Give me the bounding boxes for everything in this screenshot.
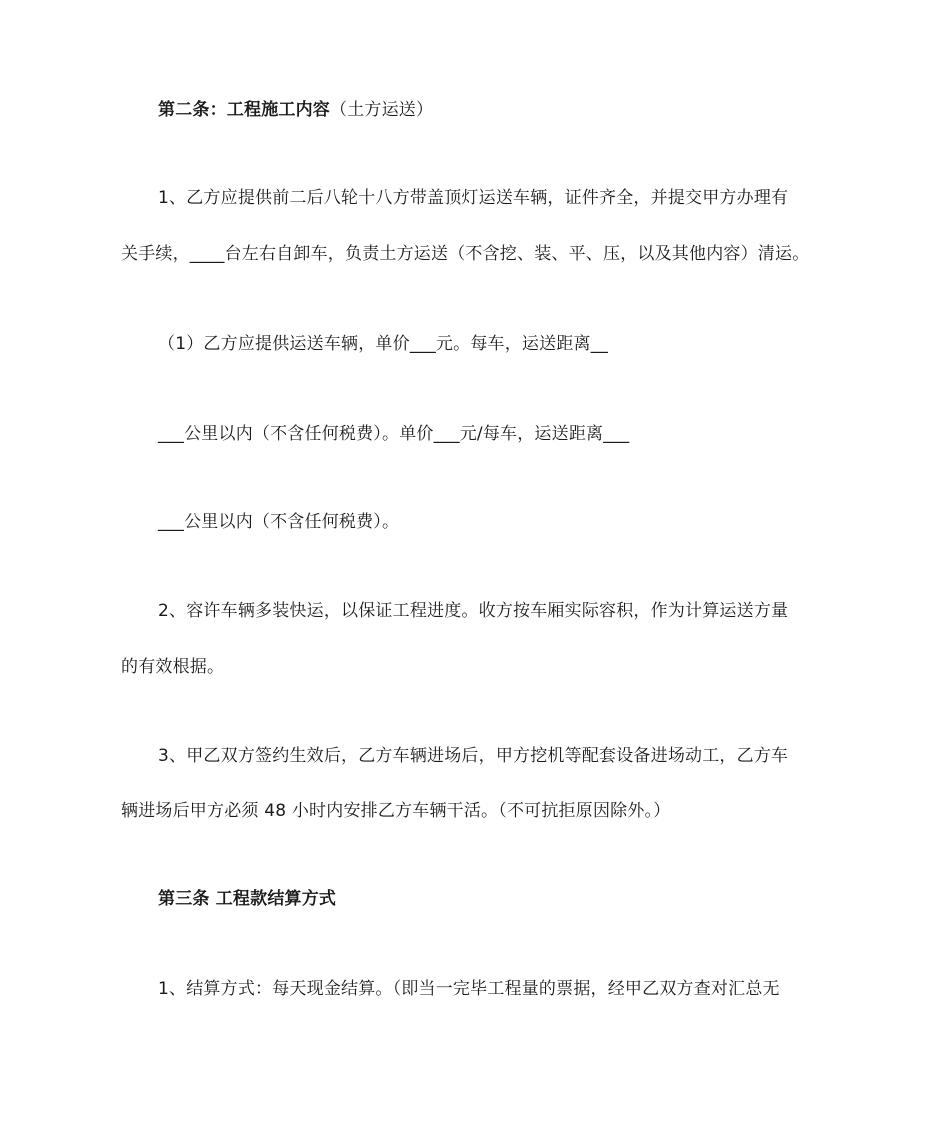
- article-2-sub-1-line-1: （1）乙方应提供运送车辆，单价___元。每车，运送距离__: [158, 334, 609, 354]
- article-3-heading: 第三条 工程款结算方式: [158, 889, 337, 909]
- article-2-item-1-line-2: 关手续，____台左右自卸车，负责土方运送（不含挖、装、平、压，以及其他内容）清运。: [121, 244, 810, 264]
- article-2-sub-1-line-3: ___公里以内（不含任何税费）。: [158, 512, 400, 532]
- article-2-item-3-line-2: 辆进场后甲方必须 48 小时内安排乙方车辆干活。（不可抗拒原因除外。）: [121, 801, 671, 821]
- article-3-item-1-line-1: 1、结算方式：每天现金结算。（即当一完毕工程量的票据，经甲乙双方查对汇总无: [158, 979, 780, 999]
- article-2-item-2-line-1: 2、容许车辆多装快运，以保证工程进度。收方按车厢实际容积，作为计算运送方量: [158, 601, 789, 621]
- article-2-heading: [158, 98, 433, 122]
- article-2-item-1-line-1: 1、乙方应提供前二后八轮十八方带盖顶灯运送车辆，证件齐全，并提交甲方办理有: [158, 188, 789, 208]
- article-2-title-note: （土方运送）: [330, 100, 434, 120]
- article-2-title: 第二条：工程施工内容: [158, 100, 330, 120]
- article-2-item-2-line-2: 的有效根据。: [121, 657, 225, 677]
- article-2-sub-1-line-2: ___公里以内（不含任何税费）。单价___元/每车，运送距离___: [158, 424, 630, 444]
- article-2-item-3-line-1: 3、甲乙双方签约生效后，乙方车辆进场后，甲方挖机等配套设备进场动工，乙方车: [158, 746, 789, 766]
